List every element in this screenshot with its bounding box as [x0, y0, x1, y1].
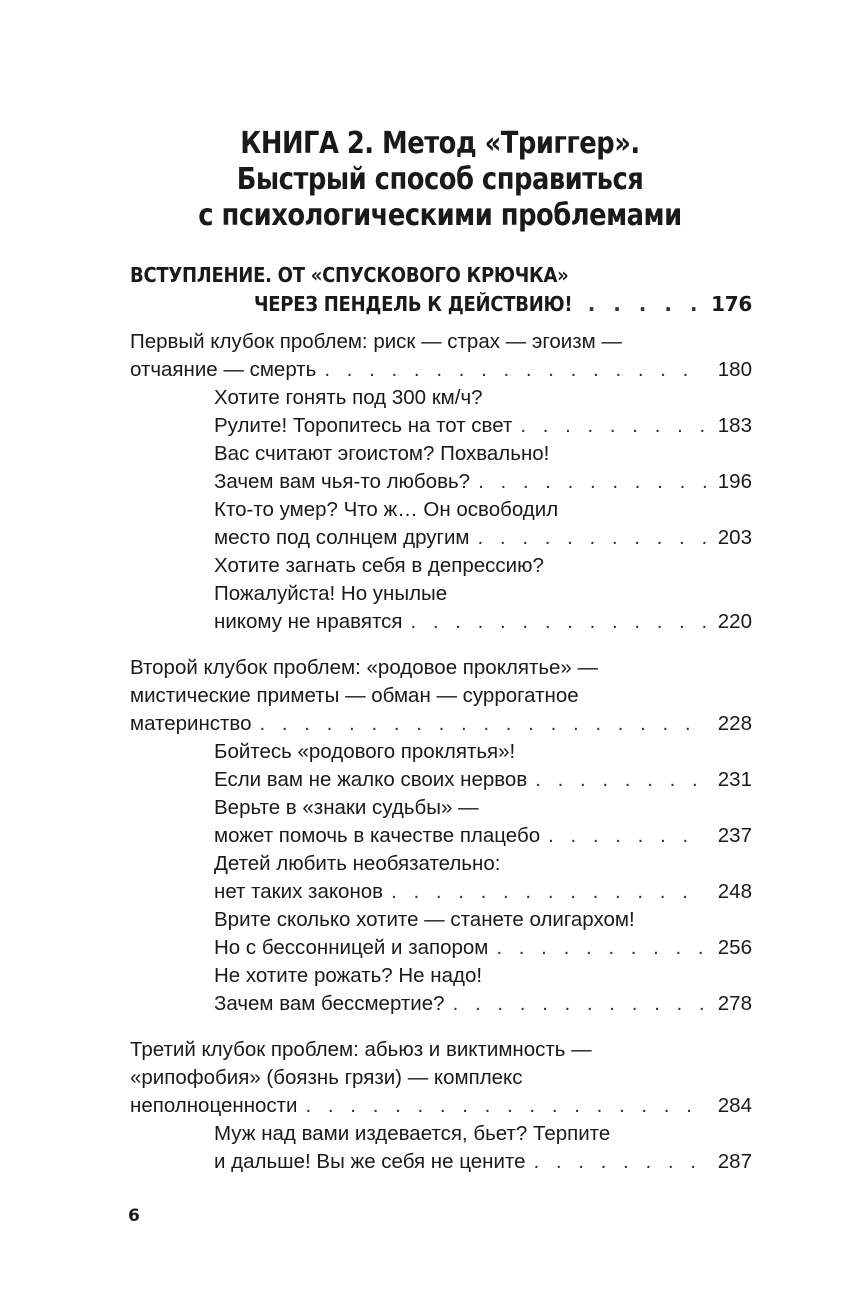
subentry-title-line: Верьте в «знаки судьбы» — [214, 796, 479, 819]
subentry-page-number: 183 [717, 414, 752, 437]
subentry-title-line: Детей любить необязательно: [214, 852, 501, 875]
intro-page-number: 176 [711, 292, 752, 316]
toc-subentry[interactable] [130, 962, 752, 1018]
subentry-title-line: Зачем вам чья-то любовь? [214, 470, 471, 493]
toc-section [130, 1036, 752, 1176]
section-page-number: 228 [717, 712, 752, 735]
intro-title-line: ВСТУПЛЕНИЕ. ОТ «СПУСКОВОГО КРЮЧКА» [130, 263, 569, 287]
dot-leader [478, 468, 706, 496]
toc-subentry[interactable] [130, 384, 752, 440]
toc-subentry[interactable] [130, 794, 752, 850]
book-title-line: Быстрый способ справиться [236, 162, 644, 197]
subentry-title-line: может помочь в качестве плацебо [214, 824, 541, 847]
book-title-line: КНИГА 2. Метод «Триггер». [240, 126, 640, 161]
toc-subentry[interactable] [130, 552, 752, 636]
section-page-number: 180 [717, 358, 752, 381]
dot-leader [533, 1148, 706, 1176]
toc-section-entry[interactable] [130, 710, 752, 738]
subentry-title-line: Не хотите рожать? Не надо! [214, 964, 483, 987]
subentry-title-line: Но с бессонницей и запором [214, 936, 489, 959]
book-title [165, 126, 715, 234]
dot-leader [453, 990, 706, 1018]
subentry-title-line: Вас считают эгоистом? Похвально! [214, 442, 550, 465]
toc-subentry[interactable] [130, 496, 752, 552]
subentry-title-line: Зачем вам бессмертие? [214, 992, 445, 1015]
toc-section-entry[interactable] [130, 1092, 752, 1120]
subentry-page-number: 256 [717, 936, 752, 959]
dot-leader [410, 608, 706, 636]
toc-subentry[interactable] [130, 906, 752, 962]
subentry-page-number: 203 [717, 526, 752, 549]
subentry-title-line: Если вам не жалко своих нервов [214, 768, 528, 791]
toc-section [130, 328, 752, 636]
dot-leader [520, 412, 706, 440]
subentry-page-number: 196 [717, 470, 752, 493]
section-title-line: мистические приметы — обман — суррогатное [130, 684, 579, 707]
section-title-line: Первый клубок проблем: риск — страх — эгоизм — [130, 330, 622, 353]
dot-leader [306, 1092, 706, 1120]
dot-leader [259, 710, 706, 738]
section-title-line: материнство [130, 712, 252, 735]
dot-leader [478, 524, 706, 552]
section-title-line: Третий клубок проблем: абьюз и виктимность — [130, 1038, 592, 1061]
subentry-page-number: 231 [717, 768, 752, 791]
subentry-page-number: 248 [717, 880, 752, 903]
toc-subentry[interactable] [130, 738, 752, 794]
subentry-title-line: и дальше! Вы же себя не цените [214, 1150, 526, 1173]
dot-leader [588, 290, 703, 318]
toc-intro-entry[interactable] [130, 260, 752, 318]
subentry-page-number: 278 [717, 992, 752, 1015]
subentry-title-line: Хотите гонять под 300 км/ч? [214, 386, 483, 409]
section-title-line: Второй клубок проблем: «родовое проклятье» — [130, 656, 599, 679]
subentry-title-line: Врите сколько хотите — станете олигархом! [214, 908, 635, 931]
page-number: 6 [128, 1206, 140, 1226]
dot-leader [535, 766, 706, 794]
dot-leader [548, 822, 706, 850]
subentry-title-line: Муж над вами издевается, бьет? Терпите [214, 1122, 611, 1145]
subentry-page-number: 220 [717, 610, 752, 633]
intro-title-line: ЧЕРЕЗ ПЕНДЕЛЬ К ДЕЙСТВИЮ! [254, 292, 573, 316]
section-page-number: 284 [717, 1094, 752, 1117]
section-title-line: «рипофобия» (боязнь грязи) — комплекс [130, 1066, 523, 1089]
toc-subentry[interactable] [130, 440, 752, 496]
subentry-title-line: Хотите загнать себя в депрессию? [214, 554, 544, 577]
toc-section-entry[interactable] [130, 356, 752, 384]
toc-section [130, 654, 752, 1018]
toc-subentry[interactable] [130, 850, 752, 906]
subentry-title-line: Бойтесь «родового проклятья»! [214, 740, 516, 763]
dot-leader [324, 356, 706, 384]
subentry-title-line: Кто-то умер? Что ж… Он освободил [214, 498, 559, 521]
section-title-line: отчаяние — смерть [130, 358, 317, 381]
subentry-title-line: никому не нравятся [214, 610, 403, 633]
section-title-line: неполноценности [130, 1094, 298, 1117]
table-of-contents [130, 328, 752, 1176]
dot-leader [391, 878, 706, 906]
book-title-line: с психологическими проблемами [198, 198, 682, 233]
subentry-page-number: 287 [717, 1150, 752, 1173]
subentry-page-number: 237 [717, 824, 752, 847]
subentry-title-line: Пожалуйста! Но унылые [214, 582, 448, 605]
toc-subentry[interactable] [130, 1120, 752, 1176]
dot-leader [496, 934, 706, 962]
subentry-title-line: Рулите! Торопитесь на тот свет [214, 414, 513, 437]
subentry-title-line: место под солнцем другим [214, 526, 470, 549]
subentry-title-line: нет таких законов [214, 880, 384, 903]
